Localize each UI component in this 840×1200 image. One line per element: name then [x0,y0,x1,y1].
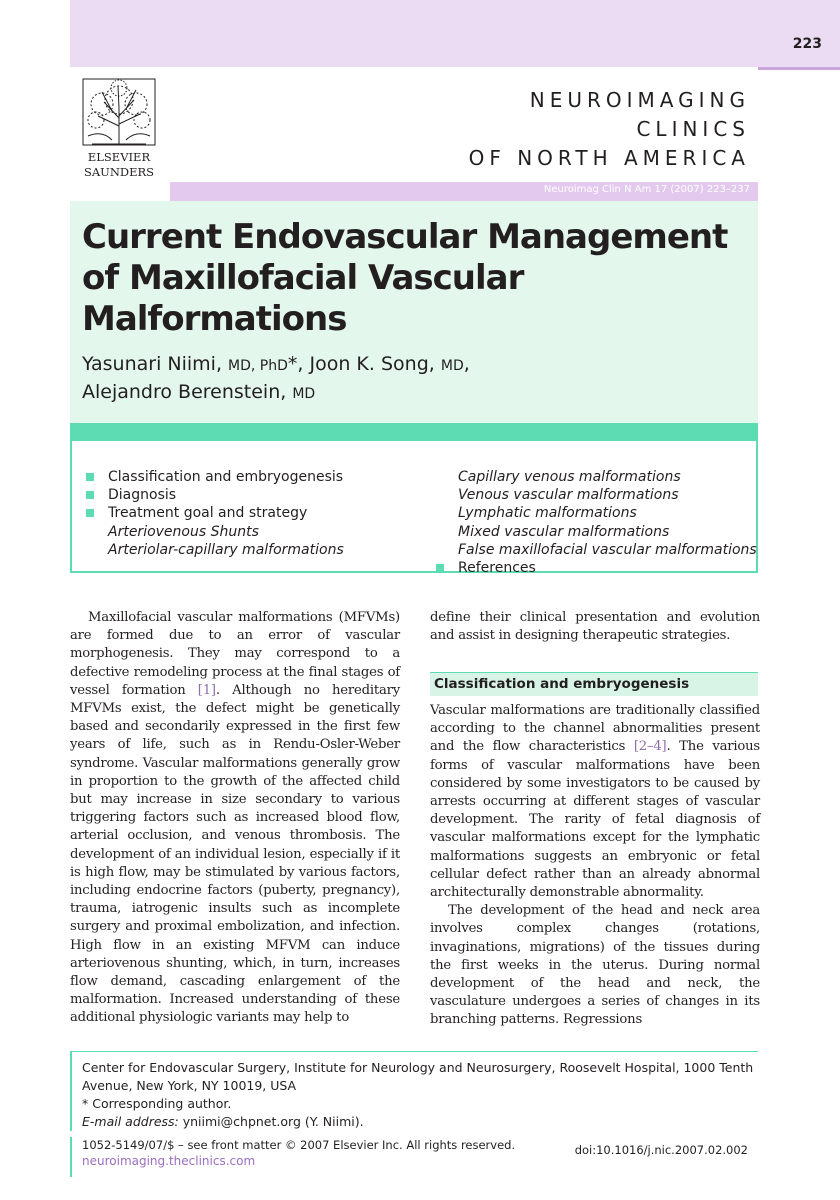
article-outline [70,423,758,577]
outline-subitem[interactable]: Mixed vascular malformations [458,523,670,540]
publisher-logo [78,78,160,180]
affiliation: Center for Endovascular Surgery, Institute for Neurology and Neurosurgery, Roosevelt Hospital, 1000 Tenth Avenue, New York, NY 10019, USA [82,1060,754,1093]
doi: doi:10.1016/j.nic.2007.02.002 [574,1143,748,1157]
email-address[interactable]: yniimi@chpnet.org (Y. Niimi). [178,1114,364,1129]
outline-subitem[interactable]: Capillary venous malformations [458,469,681,485]
outline-column-left [86,468,344,559]
citation-band [170,182,758,201]
journal-citation: Neuroimag Clin N Am 17 (2007) 223–237 [543,184,750,195]
author-degree: MD, PhD [228,358,288,374]
reference-link[interactable]: [1] [197,682,216,698]
author-name: Alejandro Berenstein, [82,381,287,403]
square-bullet-icon [86,491,94,499]
square-bullet-icon [86,473,94,481]
journal-title [469,86,750,173]
article-title: Current Endovascular Management of Maxillofacial Vascular Malformations [82,217,728,339]
author-degree: MD [440,358,464,374]
author-line [82,379,752,407]
body-paragraph: The development of the head and neck area involves complex changes (rotations, invaginations, migrations) of the tissues during the first weeks in the uterus. During normal development of the head and neck, the vasculature undergoes a series of changes in its branching patterns. Regressions [430,903,760,1028]
square-bullet-icon [86,509,94,517]
corresponding-author-note: * Corresponding author. [82,1096,232,1111]
title-block [70,201,758,423]
elsevier-tree-icon [82,78,156,146]
page-footer [70,1137,758,1177]
author-degree: MD [292,386,316,402]
body-column-left [70,609,400,1028]
author-separator: , [463,353,470,375]
page-tab [758,0,840,70]
outline-subitem[interactable]: Lymphatic malformations [458,505,637,522]
journal-title-line: NEUROIMAGING [529,88,750,112]
outline-subitem[interactable]: Arteriolar-capillary malformations [108,541,344,558]
outline-subitem[interactable]: Venous vascular malformations [458,487,679,504]
body-paragraph: Maxillofacial vascular malformations (MFVMs) are formed due to an error of vascular morphogenesis. They may correspond to a defective remodeling process at the final stages of vessel formation [1]. Although no hereditary MFVMs exist, the defect might be genetically based and secondarily expressed in the first few years of life, such as in Rendu-Osler-Weber syndrome. Vascular malformations generally grow in proportion to the growth of the affected child but may increase in size secondary to various triggering factors such as increased blood flow, arterial occlusion, and venous thrombosis. The development of an individual lesion, especially if it is high flow, may be stimulated by various factors, including endocrine factors (puberty, pregnancy), trauma, iatrogenic insults such as incomplete surgery and proximal embolization, and infection. High flow in an existing MFVM can induce arteriovenous shunting, which, in turn, increases flow demand, cascading enlargement of the malformation. Increased understanding of these additional physiologic variants may help to [70,610,400,1026]
section-heading-text: Classification and embryogenesis [434,676,690,692]
author-name: Joon K. Song, [309,353,435,375]
email-label: E-mail address: [82,1114,179,1129]
body-column-right [430,702,760,1030]
outline-item[interactable]: Treatment goal and strategy [86,504,344,522]
journal-title-line: CLINICS [636,117,750,141]
author-name: Yasunari Niimi, [82,353,222,375]
outline-item[interactable]: Diagnosis [86,486,344,504]
header-band [70,0,758,67]
outline-subitem[interactable]: False maxillofacial vascular malformations [458,541,757,558]
outline-subitem[interactable]: Arteriovenous Shunts [108,523,259,540]
page-number: 223 [792,36,822,52]
corresponding-mark: *, [287,353,310,375]
body-column-right-top [430,609,760,645]
outline-item[interactable]: References [436,559,757,577]
author-line [82,351,752,379]
body-paragraph: define their clinical presentation and evolution and assist in designing therapeutic strategies. [430,610,760,644]
outline-column-right [436,468,757,577]
logo-text-elsevier: ELSEVIER [87,150,151,164]
email-line [82,1113,758,1131]
square-bullet-icon [436,564,444,572]
journal-website-link[interactable]: neuroimaging.theclinics.com [82,1154,256,1168]
outline-item[interactable]: Classification and embryogenesis [86,468,344,486]
journal-title-line: OF NORTH AMERICA [468,146,750,170]
copyright: 1052-5149/07/$ – see front matter © 2007 Elsevier Inc. All rights reserved. [82,1138,516,1152]
author-list [82,351,752,407]
section-heading [430,672,758,696]
logo-text-saunders: SAUNDERS [83,165,155,179]
footnote [70,1051,758,1131]
body-paragraph: Vascular malformations are traditionally classified according to the channel abnormalities present and the flow characteristics [2–4]. The various forms of vascular malformations have been considered by some investigators to be caused by arrests occurring at different stages of vascular development. The rarity of fetal diagnosis of vascular malformations except for the lymphatic malformations suggests an embryonic or fetal cellular defect rather than an already abnormal architecturally demonstrable abnormality. [430,703,760,901]
reference-link[interactable]: [2–4] [633,739,667,755]
